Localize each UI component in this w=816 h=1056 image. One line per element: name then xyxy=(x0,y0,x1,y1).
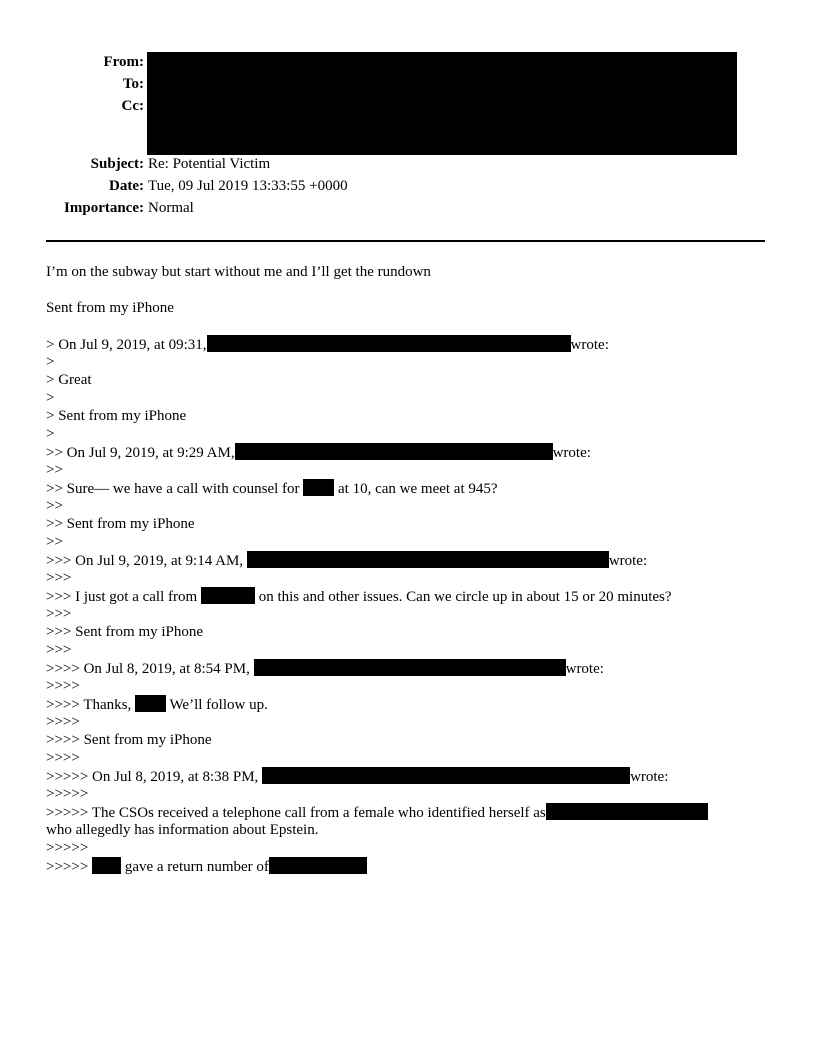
quote-line: >>> xyxy=(46,606,72,622)
to-label: To: xyxy=(122,76,144,92)
quote-text: gave a return number of xyxy=(121,859,269,875)
quote-header-1 xyxy=(46,335,609,354)
wrote-text: wrote: xyxy=(552,445,591,461)
quote-line: >> xyxy=(46,498,63,514)
quote-line xyxy=(46,695,268,714)
quote-line: >>>> xyxy=(46,750,80,766)
quote-header-3-text: >>> On Jul 9, 2019, at 9:14 AM, xyxy=(46,553,247,569)
quote-line: > xyxy=(46,426,55,442)
quote-line: > Sent from my iPhone xyxy=(46,408,187,424)
quote-line: >>>>> xyxy=(46,840,89,856)
quote-line: > xyxy=(46,354,55,370)
redaction xyxy=(262,767,630,784)
redaction xyxy=(254,659,566,676)
quote-text: >>>>> xyxy=(46,859,93,875)
wrote-text: wrote: xyxy=(570,337,609,353)
quote-header-5-text: >>>>> On Jul 8, 2019, at 8:38 PM, xyxy=(46,769,263,785)
quote-line xyxy=(46,857,367,876)
wrote-text: wrote: xyxy=(565,661,604,677)
quote-text: on this and other issues. Can we circle up in about 15 or 20 minutes? xyxy=(254,589,672,605)
importance-value: Normal xyxy=(148,200,194,216)
quote-line: >>>> xyxy=(46,714,80,730)
quote-text: >>> I just got a call from xyxy=(46,589,201,605)
redaction xyxy=(92,857,121,874)
quote-header-5 xyxy=(46,767,668,786)
quote-text: We’ll follow up. xyxy=(165,697,268,713)
quote-line xyxy=(46,587,672,606)
subject-label: Subject: xyxy=(90,156,144,172)
redaction xyxy=(135,695,166,712)
header-redaction xyxy=(147,52,737,155)
date-value: Tue, 09 Jul 2019 13:33:55 +0000 xyxy=(148,178,348,194)
redaction xyxy=(201,587,255,604)
date-label: Date: xyxy=(109,178,144,194)
quote-line: who allegedly has information about Epstein. xyxy=(46,822,319,838)
quote-line: > Great xyxy=(46,372,92,388)
quote-line: >>>>> xyxy=(46,786,89,802)
quote-line: >>> Sent from my iPhone xyxy=(46,624,204,640)
wrote-text: wrote: xyxy=(608,553,648,569)
quote-text: >>>> Thanks, xyxy=(46,697,135,713)
quote-text: at 10, can we meet at 945? xyxy=(334,481,498,497)
message-intro: I’m on the subway but start without me and I’ll get the rundown xyxy=(46,264,431,280)
quote-line: > xyxy=(46,390,55,406)
redaction xyxy=(546,803,708,820)
quote-header-3 xyxy=(46,551,647,570)
quote-line: >>> xyxy=(46,570,72,586)
redaction xyxy=(235,443,553,460)
importance-label: Importance: xyxy=(64,200,144,216)
quote-line: >> Sent from my iPhone xyxy=(46,516,195,532)
quote-header-2 xyxy=(46,443,591,462)
quote-header-4-text: >>>> On Jul 8, 2019, at 8:54 PM, xyxy=(46,661,254,677)
quote-line: >> xyxy=(46,534,63,550)
cc-label: Cc: xyxy=(121,98,144,114)
quote-line xyxy=(46,803,708,822)
redaction xyxy=(303,479,334,496)
quote-header-2-text: >> On Jul 9, 2019, at 9:29 AM, xyxy=(46,445,235,461)
quote-header-1-text: > On Jul 9, 2019, at 09:31, xyxy=(46,337,207,353)
quote-line: >>>> xyxy=(46,678,80,694)
quote-line: >> xyxy=(46,462,63,478)
quote-text: >> Sure— we have a call with counsel for xyxy=(46,481,304,497)
header-divider xyxy=(46,240,765,242)
quote-line: >>>> Sent from my iPhone xyxy=(46,732,212,748)
wrote-text: wrote: xyxy=(630,769,669,785)
quote-text: >>>>> The CSOs received a telephone call from a female who identified herself as xyxy=(46,805,546,821)
redaction xyxy=(247,551,609,568)
sent-line: Sent from my iPhone xyxy=(46,300,174,316)
subject-value: Re: Potential Victim xyxy=(148,156,271,172)
quote-line: >>> xyxy=(46,642,72,658)
quote-line xyxy=(46,479,498,498)
redaction xyxy=(269,857,367,874)
redaction xyxy=(207,335,571,352)
from-label: From: xyxy=(103,54,144,70)
quote-header-4 xyxy=(46,659,604,678)
